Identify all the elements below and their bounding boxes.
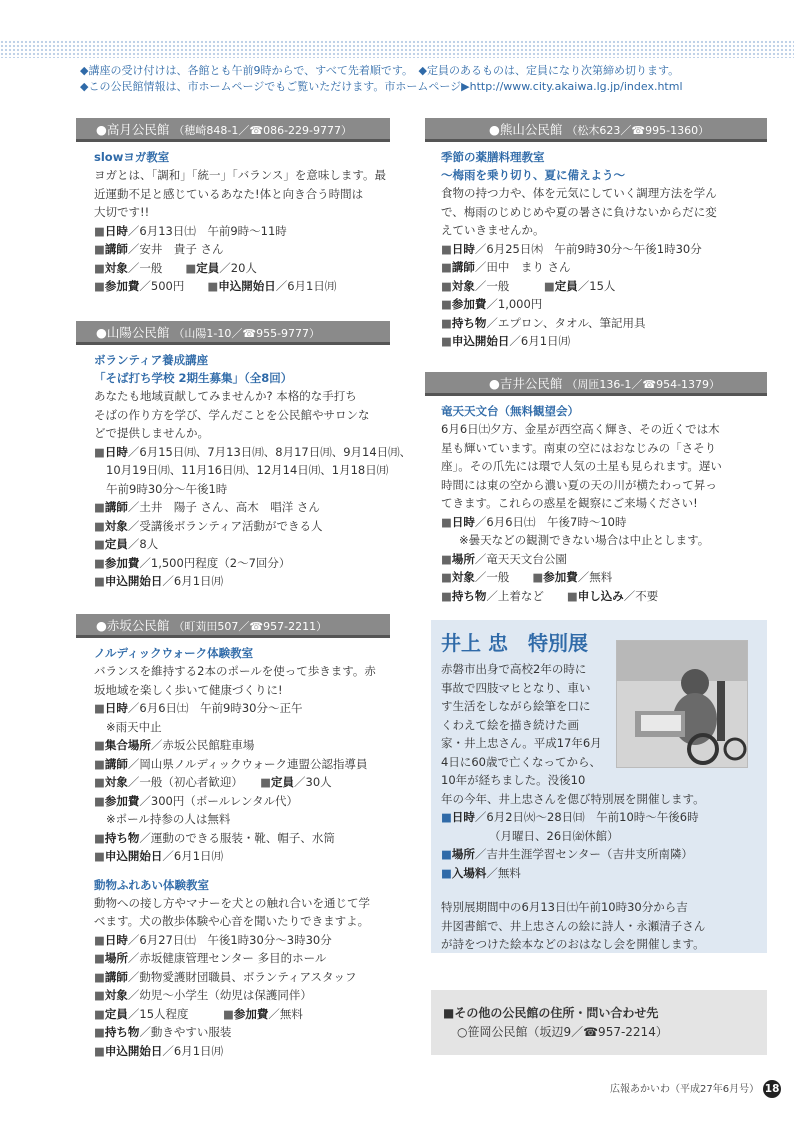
yoshii-section <box>425 372 767 605</box>
info-row: ■申込開始日／6月1日㈪ <box>94 574 224 588</box>
info-row: ■日時／6月6日㈯ 午前9時30分～正午 <box>94 701 303 715</box>
course-subtitle: ～梅雨を乗り切り、夏に備えよう～ <box>441 168 625 182</box>
page-number: 18 <box>763 1080 781 1098</box>
akasaka-section <box>76 614 390 1060</box>
section-header: ●熊山公民館 （松木623／☎995-1360） <box>425 118 767 142</box>
info-row: ■場所／赤坂健康管理センター 多目的ホール <box>94 951 327 965</box>
info-row: ■講師／土井 陽子 さん、高木 唱洋 さん <box>94 500 320 514</box>
info-row: ■定員／8人 <box>94 537 159 551</box>
course-title: 竜天天文台（無料観望会） <box>441 404 579 418</box>
course-desc: 動物への接し方やマナーを犬との触れ合いを通じて学 べます。犬の散歩体験や心音を聞いたりできますよ。 <box>94 895 370 928</box>
info-row: ■日時／6月25日㈭ 午前9時30分～午後1時30分 <box>441 241 702 256</box>
info-row: ■参加費／300円（ポールレンタル代） <box>94 793 299 808</box>
info-row: ■申込開始日／6月1日㈪ <box>94 1043 224 1058</box>
info-row: ■参加費／500円 ■申込開始日／6月1日㈪ <box>94 279 337 293</box>
exhibit-place: ■場所／吉井生涯学習センター（吉井支所南隣） <box>441 847 693 861</box>
section-header: ●吉井公民館 （周匝136-1／☎954-1379） <box>425 372 767 396</box>
course-title: ノルディックウォーク体験教室 <box>94 646 254 660</box>
contact-item: ○笹岡公民館（坂辺9／☎957-2214） <box>457 1025 668 1039</box>
info-row: ■場所／竜天天文台公園 <box>441 551 567 566</box>
course-title: 季節の薬膳料理教室 <box>441 150 545 164</box>
info-row: ■参加費／1,000円 <box>441 297 543 311</box>
notice-line: ◆講座の受け付けは、各館とも午前9時からで、すべて先着順です。 ◆定員のあるものは、定員になり次第締め切ります。 <box>80 64 680 77</box>
course-desc: ヨガとは、「調和」「統一」「バランス」を意味します。最 近運動不足と感じているあなた!体と向き合う時間は 大切です!! <box>94 168 386 219</box>
info-row: ■対象／一般 ■定員／20人 <box>94 260 257 275</box>
info-row: ■持ち物／エプロン、タオル、筆記用具 <box>441 315 646 330</box>
exhibit-date: ■日時／6月2日㈫～28日㈰ 午前10時～午後6時 <box>441 810 699 824</box>
info-row: ■集合場所／赤坂公民館駐車場 <box>94 738 255 752</box>
exhibit-event: 特別展期間中の6月13日㈯午前10時30分から吉 井図書館で、井上忠さんの絵に詩人・永瀬清子さん が詩をつけた絵本などのおはなし会を開催します。 <box>441 900 706 951</box>
section-header: ●山陽公民館 （山陽1-10／☎955-9777） <box>76 321 390 345</box>
notice-line: ◆この公民館情報は、市ホームページでもご覧いただけます。市ホームページ▶http://www.city.akaiwa.lg.jp/index.html <box>80 80 683 93</box>
course-title: ボランティア養成講座 <box>94 353 209 367</box>
info-row: ■講師／岡山県ノルディックウォーク連盟公認指導員 <box>94 756 368 771</box>
takatsuki-section <box>76 118 390 296</box>
info-row: ■日時／6月15日㈪、7月13日㈪、8月17日㈪、9月14日㈪、 <box>94 444 412 459</box>
info-row: ■持ち物／動きやすい服装 <box>94 1025 232 1039</box>
contact-title: ■その他の公民館の住所・問い合わせ先 <box>443 1006 659 1020</box>
info-row: ■申込開始日／6月1日㈪ <box>441 334 571 348</box>
info-row: ■対象／幼児～小学生（幼児は保護同伴） <box>94 988 312 1002</box>
course-desc: あなたも地域貢献してみませんか? 本格的な手打ち そばの作り方を学び、学んだことを公民館やサロンな どで提供しませんか。 <box>94 389 370 440</box>
info-note: ※曇天などの観測できない場合は中止とします。 <box>459 533 710 547</box>
info-row: ■講師／動物愛護財団職員、ボランティアスタッフ <box>94 969 357 984</box>
info-row: ■持ち物／上着など ■申し込み／不要 <box>441 588 659 603</box>
info-row: ■参加費／1,500円程度（2～7回分） <box>94 555 291 570</box>
info-row: ■日時／6月6日㈯ 午後7時～10時 <box>441 514 627 529</box>
notices <box>80 63 760 95</box>
course-subtitle: 「そば打ち学校 2期生募集」（全8回） <box>94 371 293 385</box>
publication-name: 広報あかいわ（平成27年6月号） <box>610 1084 760 1095</box>
info-row: ■日時／6月13日㈯ 午前9時～11時 <box>94 223 287 238</box>
info-note: ※ポール持参の人は無料 <box>106 812 231 826</box>
info-row: ■講師／安井 貴子 さん <box>94 242 224 256</box>
course-title: slowヨガ教室 <box>94 150 170 164</box>
info-row: ■講師／田中 まり さん <box>441 260 571 274</box>
info-row: ■申込開始日／6月1日㈪ <box>94 849 224 863</box>
info-row: ■日時／6月27日㈯ 午後1時30分～3時30分 <box>94 932 332 947</box>
exhibit-title: 井上 忠 特別展 <box>441 631 588 655</box>
kumayama-section <box>425 118 767 351</box>
info-row-cont: 10月19日㈪、11月16日㈪、12月14日㈪、1月18日㈪ <box>106 463 389 477</box>
course-desc: 6月6日㈯夕方、金星が西空高く輝き、その近くでは木 星も輝いています。南東の空にはおなじみの「さそり 座」。その爪先には環で人気の土星も見られます。遅い 時間には東の空から濃い夏の天の川が横たわって昇っ てきます。これらの惑星を観察にご来場ください! <box>441 422 722 510</box>
exhibit-bio-cont: 年の今年、井上忠さんを偲び特別展を開催します。 <box>441 791 705 806</box>
info-row: ■対象／一般（初心者歓迎） ■定員／30人 <box>94 775 332 789</box>
info-row: ■持ち物／運動のできる服装・靴、帽子、水筒 <box>94 830 335 845</box>
exhibit-date-note: （月曜日、26日㈮休館） <box>489 828 619 843</box>
info-row: ■対象／受講後ボランティア活動ができる人 <box>94 518 323 533</box>
info-note: ※雨天中止 <box>106 719 162 734</box>
course-desc: バランスを維持する2本のポールを使って歩きます。赤 坂地域を楽しく歩いて健康づくりに! <box>94 664 376 697</box>
exhibit-bio: 赤磐市出身で高校2年の時に 事故で四肢マヒとなり、車い す生活をしながら絵筆を口に くわえて絵を描き続けた画 家・井上忠さん。平成17年6月 4日に60歳で亡くなってから、 10年が経ちました。没後10 <box>441 662 602 787</box>
contact-box <box>431 990 767 1055</box>
info-row: ■定員／15人程度 ■参加費／無料 <box>94 1006 303 1021</box>
course-title: 動物ふれあい体験教室 <box>94 877 209 892</box>
artist-photo <box>616 640 748 768</box>
info-row: ■対象／一般 ■参加費／無料 <box>441 570 613 584</box>
course-desc: 食物の持つ力や、体を元気にしていく調理方法を学ん で、梅雨のじめじめや夏の暑さに負けないからだに変 えていきませんか。 <box>441 186 717 237</box>
exhibit-box <box>431 620 767 953</box>
section-header: ●赤坂公民館 （町苅田507／☎957-2211） <box>76 614 390 638</box>
section-header: ●高月公民館 （穂崎848-1／☎086-229-9777） <box>76 118 390 142</box>
sanyo-section <box>76 321 412 591</box>
info-row: ■対象／一般 ■定員／15人 <box>441 278 616 293</box>
info-row-cont: 午前9時30分～午後1時 <box>106 481 228 496</box>
page-footer <box>610 1080 781 1098</box>
exhibit-fee: ■入場料／無料 <box>441 865 521 880</box>
top-dot-band <box>0 40 794 58</box>
